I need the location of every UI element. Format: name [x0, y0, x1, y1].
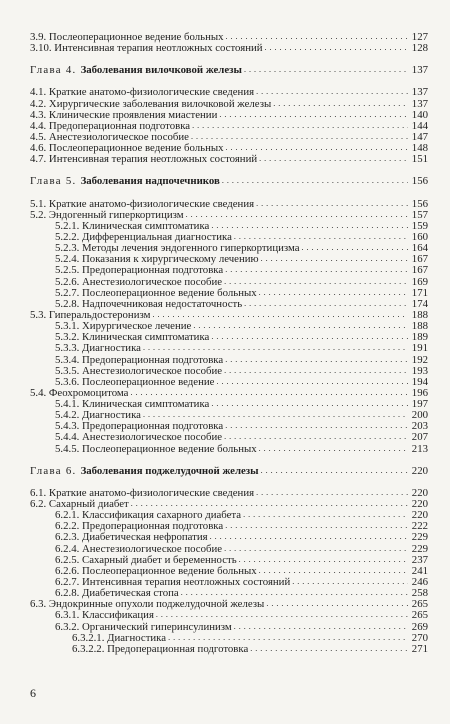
page-number: 6 [30, 686, 36, 700]
section-gap [30, 165, 428, 176]
toc-entry-title: 6.3.2.2. Предоперационная подготовка [72, 643, 249, 655]
chapter-prefix: Глава 4. [30, 65, 77, 77]
dot-leader [256, 199, 408, 210]
dot-leader [143, 410, 408, 421]
dot-leader [273, 99, 408, 110]
dot-leader [302, 243, 408, 254]
dot-leader [193, 321, 408, 332]
toc-page-number: 271 [411, 642, 428, 655]
dot-leader [224, 544, 408, 555]
toc-entry [30, 521, 428, 532]
toc-page-number: 174 [411, 297, 428, 310]
toc-page-number: 137 [411, 86, 428, 99]
toc-page-number: 196 [411, 386, 428, 399]
toc-entry-title: 5.2.2. Дифференциальная диагностика [55, 231, 232, 243]
toc-entry-title: 6.3. Эндокринные опухоли поджелудочной железы [30, 599, 265, 611]
toc-page-number: 151 [411, 153, 428, 166]
dot-leader [222, 177, 408, 188]
dot-leader [234, 622, 408, 633]
chapter-title: Заболевания надпочечников [80, 176, 220, 188]
toc-entry [30, 633, 428, 644]
toc-page-number: 188 [411, 308, 428, 321]
toc-page-number: 127 [411, 30, 428, 43]
toc-entry-title: 5.1. Краткие анатомо-физиологические сведения [30, 198, 255, 210]
toc-chapter-heading [30, 176, 428, 187]
toc-entry-title: 6.2. Сахарный диабет [30, 499, 129, 511]
toc-page-number: 171 [411, 286, 428, 299]
toc-page-number: 137 [411, 64, 428, 77]
toc-page-number: 147 [411, 130, 428, 143]
toc-entry [30, 499, 428, 510]
toc-entry-title: 5.3.5. Анестезиологическое пособие [55, 365, 223, 377]
toc-entry-title: 4.4. Предоперационная подготовка [30, 120, 191, 132]
toc-entry-title: 5.3.2. Клиническая симптоматика [55, 332, 210, 344]
toc-entry [30, 321, 428, 332]
toc-entry [30, 366, 428, 377]
toc-entry [30, 232, 428, 243]
dot-leader [210, 533, 408, 544]
dot-leader [181, 588, 408, 599]
dot-leader [224, 277, 408, 288]
toc-entry [30, 399, 428, 410]
dot-leader [191, 132, 408, 143]
toc-entry-title: 5.4.4. Анестезиологическое пособие [55, 432, 223, 444]
toc-entry-title: 5.2.6. Анестезиологическое пособие [55, 276, 223, 288]
toc-entry-title: 5.4. Феохромоцитома [30, 387, 129, 399]
toc-entry-title: 5.2.5. Предоперационная подготовка [55, 265, 224, 277]
dot-leader [259, 288, 408, 299]
toc-page-number: 169 [411, 275, 428, 288]
toc-entry-title: 5.3.1. Хирургическое лечение [55, 321, 192, 333]
toc-page-number: 241 [411, 564, 428, 577]
toc-entry [30, 588, 428, 599]
dot-leader [259, 444, 408, 455]
toc-page-number: 137 [411, 97, 428, 110]
chapter-label [30, 65, 242, 76]
toc-entry [30, 199, 428, 210]
toc-page-number: 144 [411, 119, 428, 132]
toc-entry-title: 5.4.3. Предоперационная подготовка [55, 421, 224, 433]
toc-entry-title: 5.4.2. Диагностика [55, 410, 141, 422]
toc-page-number: 197 [411, 398, 428, 411]
toc-page-number: 220 [411, 486, 428, 499]
toc-entry [30, 243, 428, 254]
toc-entry-title: 5.2. Эндогенный гиперкортицизм [30, 209, 184, 221]
dot-leader [259, 566, 408, 577]
dot-leader [143, 344, 408, 355]
toc-page-number: 220 [411, 464, 428, 477]
toc-chapter-heading [30, 466, 428, 477]
chapter-prefix: Глава 6. [30, 465, 77, 477]
toc-entry-title: 6.2.7. Интенсивная терапия неотложных состояний [55, 577, 291, 589]
dot-leader [234, 232, 408, 243]
toc-entry [30, 410, 428, 421]
toc-entry-title: 5.4.5. Послеоперационное ведение больных [55, 443, 257, 455]
dot-leader [225, 355, 408, 366]
toc-entry-title: 3.10. Интенсивная терапия неотложных состояний [30, 43, 263, 55]
toc-entry [30, 532, 428, 543]
dot-leader [211, 399, 408, 410]
toc-entry [30, 577, 428, 588]
toc-entry-title: 6.3.2.1. Диагностика [72, 632, 167, 644]
toc-page-number: 269 [411, 620, 428, 633]
toc-page-number: 194 [411, 375, 428, 388]
chapter-label [30, 466, 259, 477]
toc-page-number: 157 [411, 208, 428, 221]
toc-page-number: 188 [411, 320, 428, 333]
toc-page-number: 246 [411, 576, 428, 589]
dot-leader [219, 110, 408, 121]
toc-entry [30, 310, 428, 321]
toc-entry-title: 4.3. Клинические проявления миастении [30, 109, 218, 121]
toc-page-number: 148 [411, 142, 428, 155]
toc-entry [30, 254, 428, 265]
toc-page-number: 156 [411, 197, 428, 210]
toc-page-number: 140 [411, 108, 428, 121]
toc-page-number: 191 [411, 342, 428, 355]
dot-leader [131, 499, 408, 510]
toc-page-number: 265 [411, 598, 428, 611]
toc-entry-title: 6.2.1. Классификация сахарного диабета [55, 510, 242, 522]
dot-leader [152, 310, 408, 321]
toc-entry-title: 5.2.3. Методы лечения эндогенного гиперкортицизма [55, 243, 300, 255]
dot-leader [224, 433, 408, 444]
dot-leader [225, 521, 408, 532]
dot-leader [266, 599, 408, 610]
dot-leader [261, 254, 408, 265]
toc-entry-title: 5.4.1. Клиническая симптоматика [55, 399, 210, 411]
toc-entry [30, 510, 428, 521]
toc-entry [30, 566, 428, 577]
toc-entry-title: 6.3.1. Классификация [55, 610, 154, 622]
toc-page-number: 222 [411, 520, 428, 533]
toc-entry [30, 488, 428, 499]
toc-page-number: 265 [411, 609, 428, 622]
toc-entry [30, 544, 428, 555]
dot-leader [250, 644, 408, 655]
toc-entry [30, 221, 428, 232]
dot-leader [256, 88, 408, 99]
toc-entry [30, 433, 428, 444]
toc-entry [30, 644, 428, 655]
toc-page-number: 220 [411, 498, 428, 511]
toc-entry [30, 388, 428, 399]
dot-leader [130, 388, 408, 399]
dot-leader [192, 121, 408, 132]
toc-entry-title: 5.3. Гиперальдостеронизм [30, 309, 151, 321]
toc-entry-title: 6.2.6. Послеоперационное ведение больных [55, 565, 257, 577]
toc-entry [30, 110, 428, 121]
toc-page-number: 128 [411, 42, 428, 55]
toc-entry-title: 4.2. Хирургические заболевания вилочковой железы [30, 98, 272, 110]
toc-entry [30, 277, 428, 288]
dot-leader [244, 299, 408, 310]
chapter-title: Заболевания вилочковой железы [80, 65, 242, 77]
toc-page-number: 229 [411, 531, 428, 544]
toc-entry-title: 5.2.8. Надпочечниковая недостаточность [55, 298, 243, 310]
toc-entry [30, 299, 428, 310]
toc-page-number: 156 [411, 175, 428, 188]
dot-leader [226, 32, 408, 43]
toc-entry-title: 6.1. Краткие анатомо-физиологические сведения [30, 487, 255, 499]
section-gap [30, 188, 428, 199]
toc-entry-title: 6.2.3. Диабетическая нефропатия [55, 532, 208, 544]
toc-page-number: 193 [411, 364, 428, 377]
toc-entry [30, 132, 428, 143]
toc-entry-title: 4.1. Краткие анатомо-физиологические сведения [30, 87, 255, 99]
toc-page-number: 167 [411, 253, 428, 266]
dot-leader [256, 488, 408, 499]
dot-leader [224, 366, 408, 377]
toc-page-number: 189 [411, 331, 428, 344]
dot-leader [261, 466, 408, 477]
toc-page-number: 270 [411, 631, 428, 644]
toc-entry [30, 265, 428, 276]
chapter-prefix: Глава 5. [30, 176, 77, 188]
section-gap [30, 455, 428, 466]
section-gap [30, 477, 428, 488]
dot-leader [243, 510, 408, 521]
toc-entry-title: 4.6. Послеоперационное ведение больных [30, 143, 224, 155]
toc-entry-title: 5.3.3. Диагностика [55, 343, 141, 355]
toc-page-number: 192 [411, 353, 428, 366]
toc-entry-title: 3.9. Послеоперационное ведение больных [30, 31, 224, 43]
toc-page-number: 160 [411, 230, 428, 243]
toc-entry-title: 4.5. Анестезиологическое пособие [30, 131, 189, 143]
toc-entry [30, 99, 428, 110]
toc-entry [30, 143, 428, 154]
toc-chapter-heading [30, 65, 428, 76]
dot-leader [225, 266, 408, 277]
toc-entry [30, 421, 428, 432]
toc-page-number: 213 [411, 442, 428, 455]
toc-entry [30, 121, 428, 132]
toc-page-number: 164 [411, 242, 428, 255]
toc-page-number: 159 [411, 219, 428, 232]
toc-entry-title: 6.2.5. Сахарный диабет и беременность [55, 554, 237, 566]
toc-entry [30, 555, 428, 566]
table-of-contents [30, 32, 428, 655]
toc-entry [30, 210, 428, 221]
toc-page-number: 200 [411, 409, 428, 422]
dot-leader [225, 422, 408, 433]
toc-entry [30, 87, 428, 98]
toc-entry-title: 5.2.4. Показания к хирургическому лечению [55, 254, 259, 266]
toc-entry [30, 343, 428, 354]
dot-leader [259, 154, 408, 165]
toc-entry-title: 5.3.4. Предоперационная подготовка [55, 354, 224, 366]
toc-entry-title: 5.2.1. Клиническая симптоматика [55, 220, 210, 232]
toc-page-number: 237 [411, 553, 428, 566]
toc-entry-title: 6.2.8. Диабетическая стопа [55, 588, 179, 600]
dot-leader [211, 221, 408, 232]
dot-leader [168, 633, 408, 644]
toc-entry [30, 332, 428, 343]
toc-page-number: 229 [411, 542, 428, 555]
dot-leader [216, 377, 408, 388]
dot-leader [186, 210, 408, 221]
toc-entry [30, 622, 428, 633]
toc-entry-title: 6.2.4. Анестезиологическое пособие [55, 543, 223, 555]
toc-page-number: 220 [411, 509, 428, 522]
toc-entry-title: 6.2.2. Предоперационная подготовка [55, 521, 224, 533]
toc-entry [30, 610, 428, 621]
toc-page-number: 167 [411, 264, 428, 277]
section-gap [30, 54, 428, 65]
toc-entry [30, 444, 428, 455]
toc-entry [30, 32, 428, 43]
chapter-title: Заболевания поджелудочной железы [80, 465, 259, 477]
toc-entry [30, 154, 428, 165]
toc-entry [30, 377, 428, 388]
dot-leader [156, 611, 408, 622]
toc-entry [30, 599, 428, 610]
toc-page-number: 207 [411, 431, 428, 444]
dot-leader [265, 43, 408, 54]
toc-entry [30, 43, 428, 54]
dot-leader [292, 577, 408, 588]
chapter-label [30, 176, 220, 187]
toc-entry-title: 6.3.2. Органический гиперинсулинизм [55, 621, 232, 633]
toc-entry [30, 355, 428, 366]
toc-page-number: 258 [411, 587, 428, 600]
toc-entry-title: 5.3.6. Послеоперационное ведение [55, 376, 215, 388]
toc-entry-title: 5.2.7. Послеоперационное ведение больных [55, 287, 257, 299]
toc-page-number: 203 [411, 420, 428, 433]
toc-entry-title: 4.7. Интенсивная терапия неотложных состояний [30, 154, 258, 166]
dot-leader [211, 332, 408, 343]
dot-leader [244, 65, 408, 76]
dot-leader [226, 143, 408, 154]
section-gap [30, 76, 428, 87]
toc-entry [30, 288, 428, 299]
dot-leader [239, 555, 408, 566]
